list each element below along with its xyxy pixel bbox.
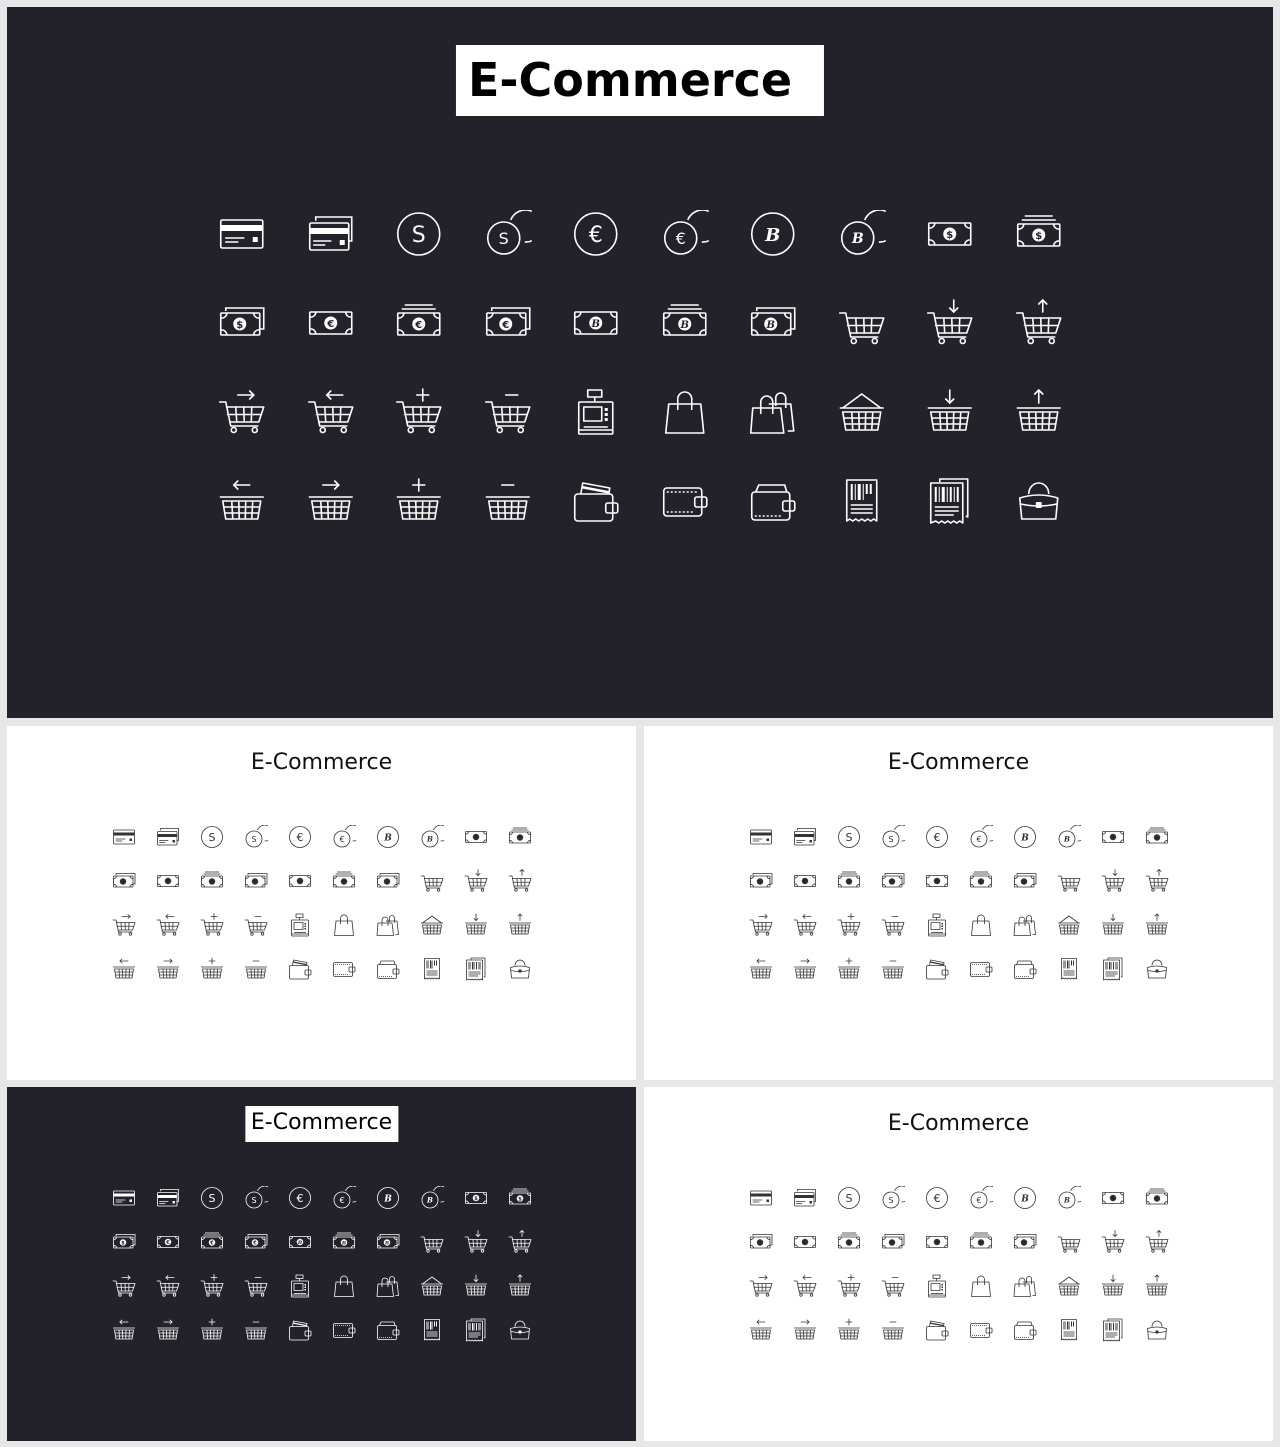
handbag-icon: [1014, 477, 1062, 525]
basket-upload-icon: [508, 913, 532, 937]
cash-register-icon: [572, 388, 620, 436]
dollar-bills-stack-icon: [508, 1186, 532, 1210]
shopping-bag-icon: [969, 1274, 993, 1298]
receipt-icon: [420, 1318, 444, 1342]
wallet-icon: [969, 1318, 993, 1342]
icon-grid: [218, 210, 1063, 525]
shopping-bags-icon: [1013, 913, 1037, 937]
shopping-basket-icon: [1057, 913, 1081, 937]
bitcoin-bills-icon: [1013, 1230, 1037, 1254]
bills-icon: [749, 869, 773, 893]
cart-download-icon: [464, 869, 488, 893]
slide-light-3[interactable]: [644, 1087, 1273, 1441]
wallet-open-icon: [1013, 957, 1037, 981]
shopping-bag-icon: [660, 388, 708, 436]
wallet-with-card-icon: [925, 1318, 949, 1342]
credit-cards-icon: [306, 210, 354, 258]
bitcoin-coins-icon: [1057, 825, 1081, 849]
cart-remove-icon: [881, 1274, 905, 1298]
dollar-bill-icon: [1101, 1186, 1125, 1210]
slide-title: E-Commerce: [245, 1106, 398, 1142]
bitcoin-bills-stack-icon: [660, 299, 708, 347]
shopping-bags-icon: [1013, 1274, 1037, 1298]
cart-back-icon: [306, 388, 354, 436]
basket-download-icon: [1101, 1274, 1125, 1298]
shopping-cart-icon: [1057, 1230, 1081, 1254]
dollar-coins-icon: [881, 1186, 905, 1210]
bitcoin-coin-icon: [376, 1186, 400, 1210]
basket-add-icon: [395, 477, 443, 525]
euro-bills-icon: [881, 1230, 905, 1254]
cart-remove-icon: [244, 1274, 268, 1298]
bitcoin-bill-icon: [288, 869, 312, 893]
receipt-icon: [1057, 957, 1081, 981]
dollar-bills-stack-icon: [508, 825, 532, 849]
basket-add-icon: [837, 957, 861, 981]
cart-upload-icon: [1145, 869, 1169, 893]
slide-light-2[interactable]: [644, 726, 1273, 1080]
dollar-bill-icon: [464, 825, 488, 849]
cash-register-icon: [925, 1274, 949, 1298]
credit-card-icon: [112, 1186, 136, 1210]
bitcoin-bills-stack-icon: [332, 869, 356, 893]
basket-remove-icon: [483, 477, 531, 525]
cart-add-icon: [395, 388, 443, 436]
cart-add-icon: [837, 1274, 861, 1298]
cart-download-icon: [1101, 1230, 1125, 1254]
wallet-open-icon: [376, 957, 400, 981]
bitcoin-coins-icon: [420, 1186, 444, 1210]
euro-bills-icon: [881, 869, 905, 893]
basket-add-icon: [837, 1318, 861, 1342]
receipt-icon: [420, 957, 444, 981]
icon-grid: [112, 825, 532, 981]
bitcoin-coin-icon: [749, 210, 797, 258]
bitcoin-coins-icon: [837, 210, 885, 258]
basket-remove-icon: [244, 1318, 268, 1342]
dollar-bills-stack-icon: [1145, 1186, 1169, 1210]
credit-card-icon: [218, 210, 266, 258]
bills-icon: [218, 299, 266, 347]
handbag-icon: [1145, 1318, 1169, 1342]
euro-bill-icon: [793, 869, 817, 893]
basket-remove-icon: [881, 957, 905, 981]
wallet-with-card-icon: [925, 957, 949, 981]
slide-dark-small[interactable]: [7, 1087, 636, 1441]
basket-back-icon: [218, 477, 266, 525]
cart-forward-icon: [112, 1274, 136, 1298]
bitcoin-coins-icon: [420, 825, 444, 849]
slide-main-dark[interactable]: [7, 7, 1273, 718]
cart-forward-icon: [749, 913, 773, 937]
euro-coin-icon: [572, 210, 620, 258]
slide-title: E-Commerce: [456, 45, 824, 116]
basket-download-icon: [464, 913, 488, 937]
wallet-icon: [332, 957, 356, 981]
icon-grid: [112, 1186, 532, 1342]
basket-upload-icon: [1145, 913, 1169, 937]
euro-coins-icon: [332, 825, 356, 849]
basket-download-icon: [1101, 913, 1125, 937]
dollar-coins-icon: [244, 1186, 268, 1210]
shopping-bag-icon: [969, 913, 993, 937]
credit-cards-icon: [156, 1186, 180, 1210]
bitcoin-bills-icon: [376, 869, 400, 893]
cart-remove-icon: [483, 388, 531, 436]
basket-upload-icon: [508, 1274, 532, 1298]
dollar-coin-icon: [200, 1186, 224, 1210]
wallet-with-card-icon: [288, 1318, 312, 1342]
cart-remove-icon: [244, 913, 268, 937]
slide-title: E-Commerce: [250, 750, 393, 775]
basket-forward-icon: [793, 957, 817, 981]
bitcoin-bills-icon: [749, 299, 797, 347]
cart-upload-icon: [1145, 1230, 1169, 1254]
shopping-bags-icon: [376, 1274, 400, 1298]
credit-cards-icon: [156, 825, 180, 849]
bills-icon: [112, 1230, 136, 1254]
basket-forward-icon: [306, 477, 354, 525]
shopping-bags-icon: [376, 913, 400, 937]
shopping-cart-icon: [420, 869, 444, 893]
basket-remove-icon: [881, 1318, 905, 1342]
bitcoin-bill-icon: [925, 1230, 949, 1254]
credit-cards-icon: [793, 1186, 817, 1210]
handbag-icon: [508, 957, 532, 981]
euro-bill-icon: [156, 869, 180, 893]
bitcoin-bills-stack-icon: [969, 1230, 993, 1254]
basket-back-icon: [112, 1318, 136, 1342]
euro-coin-icon: [925, 1186, 949, 1210]
credit-card-icon: [112, 825, 136, 849]
cart-upload-icon: [508, 869, 532, 893]
dollar-bills-stack-icon: [1014, 210, 1062, 258]
euro-bill-icon: [306, 299, 354, 347]
shopping-bag-icon: [332, 1274, 356, 1298]
euro-coins-icon: [969, 1186, 993, 1210]
euro-coin-icon: [925, 825, 949, 849]
slide-title: E-Commerce: [887, 1111, 1030, 1136]
receipts-icon: [1101, 957, 1125, 981]
handbag-icon: [1145, 957, 1169, 981]
cart-add-icon: [200, 913, 224, 937]
cash-register-icon: [925, 913, 949, 937]
cart-download-icon: [464, 1230, 488, 1254]
euro-bills-stack-icon: [837, 869, 861, 893]
cart-forward-icon: [218, 388, 266, 436]
basket-back-icon: [749, 957, 773, 981]
shopping-cart-icon: [837, 299, 885, 347]
wallet-open-icon: [376, 1318, 400, 1342]
cart-back-icon: [156, 913, 180, 937]
cart-remove-icon: [881, 913, 905, 937]
receipt-icon: [837, 477, 885, 525]
euro-bills-icon: [244, 1230, 268, 1254]
basket-remove-icon: [244, 957, 268, 981]
basket-back-icon: [112, 957, 136, 981]
euro-bills-icon: [244, 869, 268, 893]
shopping-bag-icon: [332, 913, 356, 937]
credit-card-icon: [749, 825, 773, 849]
dollar-coin-icon: [837, 1186, 861, 1210]
wallet-with-card-icon: [572, 477, 620, 525]
cart-forward-icon: [112, 913, 136, 937]
wallet-open-icon: [749, 477, 797, 525]
bills-icon: [112, 869, 136, 893]
bitcoin-bill-icon: [572, 299, 620, 347]
cart-back-icon: [156, 1274, 180, 1298]
cart-upload-icon: [508, 1230, 532, 1254]
euro-bills-stack-icon: [200, 1230, 224, 1254]
cart-download-icon: [926, 299, 974, 347]
euro-coin-icon: [288, 825, 312, 849]
bitcoin-coins-icon: [1057, 1186, 1081, 1210]
wallet-open-icon: [1013, 1318, 1037, 1342]
shopping-basket-icon: [837, 388, 885, 436]
cart-add-icon: [200, 1274, 224, 1298]
bitcoin-bills-icon: [376, 1230, 400, 1254]
euro-bills-stack-icon: [200, 869, 224, 893]
receipt-icon: [1057, 1318, 1081, 1342]
receipts-icon: [464, 957, 488, 981]
receipts-icon: [1101, 1318, 1125, 1342]
shopping-basket-icon: [1057, 1274, 1081, 1298]
bitcoin-bills-icon: [1013, 869, 1037, 893]
shopping-bags-icon: [749, 388, 797, 436]
bitcoin-coin-icon: [1013, 1186, 1037, 1210]
bitcoin-bills-stack-icon: [332, 1230, 356, 1254]
euro-coin-icon: [288, 1186, 312, 1210]
credit-card-icon: [749, 1186, 773, 1210]
cart-upload-icon: [1014, 299, 1062, 347]
basket-upload-icon: [1014, 388, 1062, 436]
basket-download-icon: [464, 1274, 488, 1298]
credit-cards-icon: [793, 825, 817, 849]
wallet-with-card-icon: [288, 957, 312, 981]
dollar-bill-icon: [1101, 825, 1125, 849]
dollar-coins-icon: [483, 210, 531, 258]
dollar-coin-icon: [395, 210, 443, 258]
bitcoin-coin-icon: [1013, 825, 1037, 849]
euro-coins-icon: [332, 1186, 356, 1210]
basket-forward-icon: [156, 957, 180, 981]
handbag-icon: [508, 1318, 532, 1342]
wallet-icon: [969, 957, 993, 981]
cart-add-icon: [837, 913, 861, 937]
euro-bill-icon: [793, 1230, 817, 1254]
cart-download-icon: [1101, 869, 1125, 893]
euro-bills-icon: [483, 299, 531, 347]
basket-upload-icon: [1145, 1274, 1169, 1298]
cash-register-icon: [288, 1274, 312, 1298]
bitcoin-bill-icon: [288, 1230, 312, 1254]
shopping-basket-icon: [420, 1274, 444, 1298]
basket-add-icon: [200, 1318, 224, 1342]
basket-back-icon: [749, 1318, 773, 1342]
shopping-basket-icon: [420, 913, 444, 937]
slide-light-1[interactable]: [7, 726, 636, 1080]
basket-forward-icon: [793, 1318, 817, 1342]
cart-back-icon: [793, 1274, 817, 1298]
cart-forward-icon: [749, 1274, 773, 1298]
shopping-cart-icon: [420, 1230, 444, 1254]
icon-grid: [749, 825, 1169, 981]
receipts-icon: [926, 477, 974, 525]
bitcoin-coin-icon: [376, 825, 400, 849]
dollar-coins-icon: [244, 825, 268, 849]
slide-title: E-Commerce: [887, 750, 1030, 775]
basket-add-icon: [200, 957, 224, 981]
bills-icon: [749, 1230, 773, 1254]
basket-forward-icon: [156, 1318, 180, 1342]
dollar-bill-icon: [464, 1186, 488, 1210]
wallet-icon: [660, 477, 708, 525]
icon-grid: [749, 1186, 1169, 1342]
wallet-icon: [332, 1318, 356, 1342]
dollar-bills-stack-icon: [1145, 825, 1169, 849]
cart-back-icon: [793, 913, 817, 937]
euro-coins-icon: [969, 825, 993, 849]
shopping-cart-icon: [1057, 869, 1081, 893]
dollar-bill-icon: [926, 210, 974, 258]
cash-register-icon: [288, 913, 312, 937]
bitcoin-bill-icon: [925, 869, 949, 893]
euro-bill-icon: [156, 1230, 180, 1254]
bitcoin-bills-stack-icon: [969, 869, 993, 893]
euro-bills-stack-icon: [837, 1230, 861, 1254]
dollar-coin-icon: [200, 825, 224, 849]
receipts-icon: [464, 1318, 488, 1342]
euro-bills-stack-icon: [395, 299, 443, 347]
euro-coins-icon: [660, 210, 708, 258]
dollar-coin-icon: [837, 825, 861, 849]
basket-download-icon: [926, 388, 974, 436]
dollar-coins-icon: [881, 825, 905, 849]
